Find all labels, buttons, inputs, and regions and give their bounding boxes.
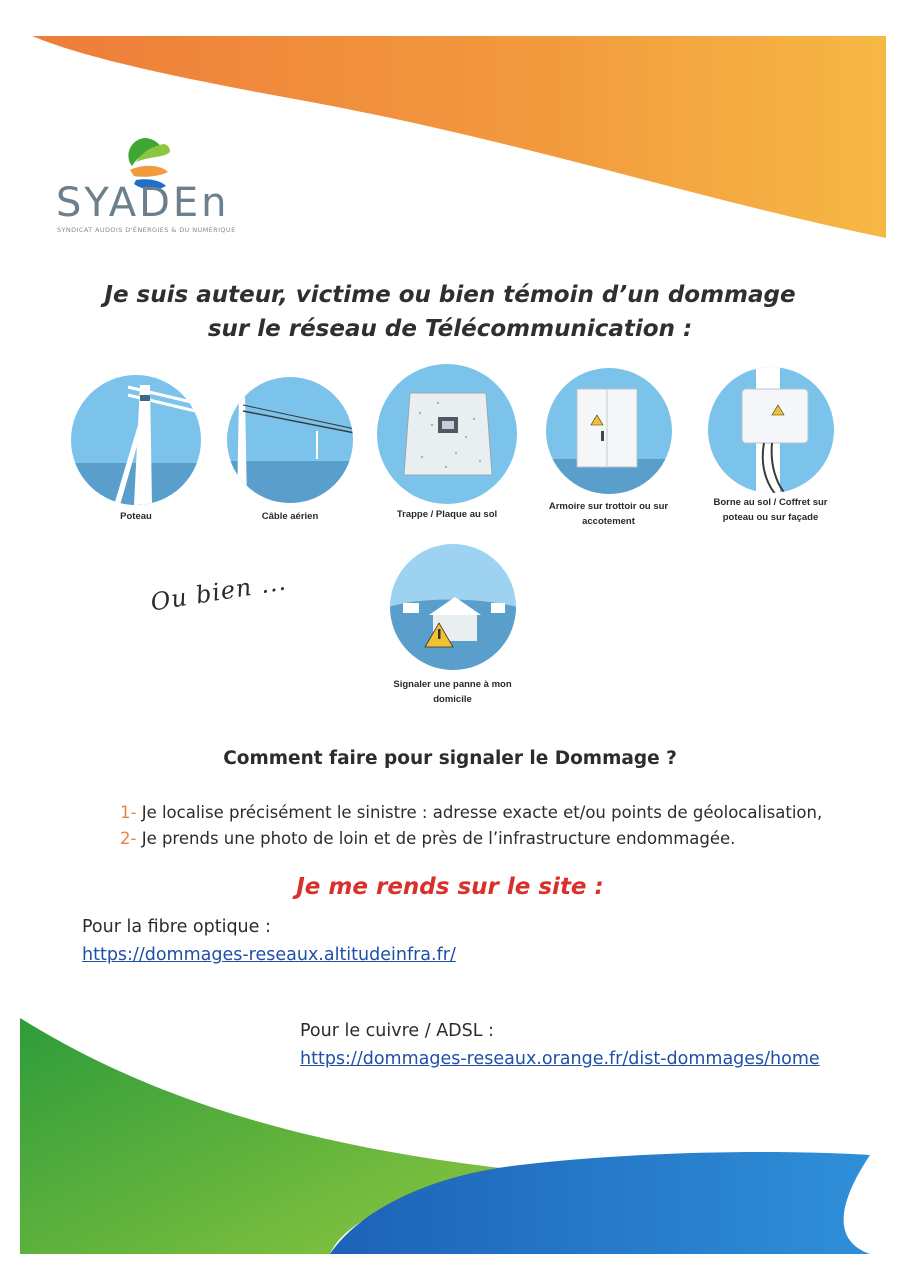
icon-card-armoire [536,367,681,529]
step-1-text: Je localise précisément le sinistre : adresse exacte et/ou points de géolocalisation, [136,803,823,822]
icon-label-panne: Signaler une panne à mon domicile [393,679,512,705]
icon-card-panne [380,543,525,707]
cuivre-label: Pour le cuivre / ADSL : [300,1021,494,1041]
icon-label-borne: Borne au sol / Coffret sur poteau ou sur façade [713,497,828,523]
headline-line-1: Je suis auteur, victime ou bien témoin d’un dommage [104,282,796,308]
cuivre-section [300,1017,820,1073]
icon-label-armoire: Armoire sur trottoir ou sur accotement [548,501,669,527]
fibre-link[interactable]: https://dommages-reseaux.altitudeinfra.fr/ [82,945,456,965]
aerial-cable-icon [225,375,355,505]
headline-line-2: sur le réseau de Télécommunication : [207,316,693,342]
icon-card-borne [698,365,843,525]
icon-label-trappe: Trappe / Plaque au sol [396,509,498,520]
cta-heading: Je me rends sur le site : [296,874,604,900]
cuivre-link[interactable]: https://dommages-reseaux.orange.fr/dist-dommages/home [300,1049,820,1069]
how-to-title: Comment faire pour signaler le Dommage ? [223,748,677,769]
fibre-label: Pour la fibre optique : [82,917,271,937]
icon-label-poteau: Poteau [120,511,152,522]
ou-bien-handwritten: Ou bien ... [148,567,289,617]
home-outage-icon [389,543,517,671]
step-1-number: 1- [120,803,137,822]
steps-list [120,800,822,852]
step-1 [120,800,822,826]
street-cabinet-icon [545,367,673,495]
manhole-icon [376,363,518,505]
pole-icon [68,375,204,505]
icon-card-cable [220,375,360,524]
logo-tagline: SYNDICAT AUDOIS D'ÉNERGIES & DU NUMÉRIQUE [57,226,236,234]
step-2 [120,826,822,852]
page-headline [0,278,900,346]
step-2-text: Je prends une photo de loin et de près de l’infrastructure endommagée. [136,829,736,848]
step-2-number: 2- [120,829,137,848]
logo-wordmark: SYADEn [56,180,230,226]
icon-label-cable: Câble aérien [261,511,319,522]
fibre-section [82,913,456,969]
icon-card-poteau [66,375,206,524]
wall-box-icon [706,365,836,495]
icon-card-trappe [372,363,522,522]
